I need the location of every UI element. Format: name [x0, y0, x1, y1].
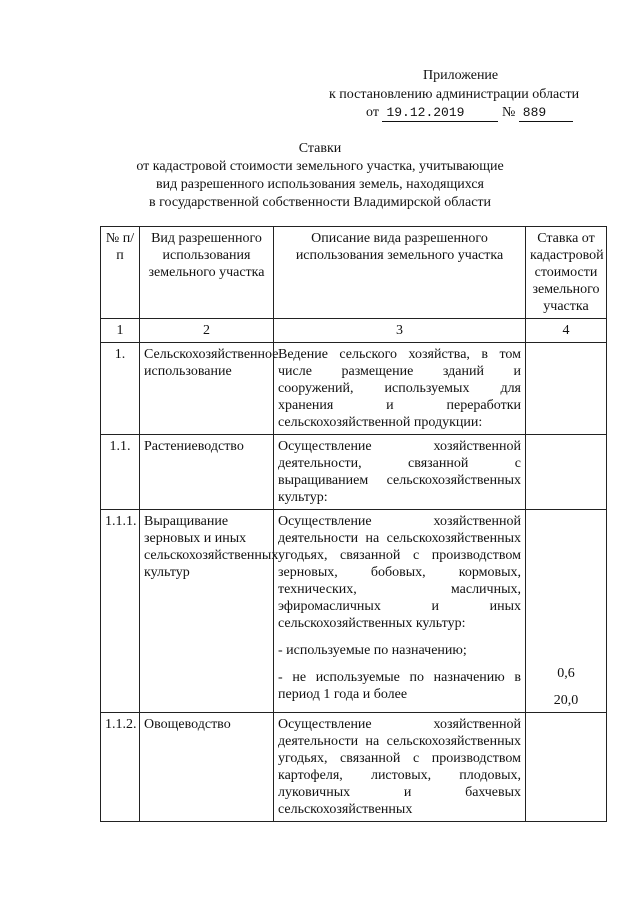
resolution-date: 19.12.2019	[382, 105, 498, 122]
row-use-kind: Овощеводство	[140, 713, 274, 822]
rates-table	[100, 226, 607, 822]
index-1: 1	[101, 319, 140, 343]
table-row	[101, 343, 607, 435]
rate-unused: 20,0	[553, 693, 579, 708]
table-row	[101, 713, 607, 822]
row-rate	[526, 713, 607, 822]
sub-item-unused: - не используемые по назначению в период 1 года и более	[278, 670, 521, 702]
row-rate	[526, 510, 607, 713]
header-number: № п/п	[101, 227, 140, 319]
header-rate: Ставка от кадастровой стоимости земельного участка	[526, 227, 607, 319]
number-prefix: №	[501, 105, 516, 120]
row-description-text: Осуществление хозяйственной деятельности на сельскохозяйственных угодьях, связанной с производством зерновых, бобовых, кормовых, технических, масличных, эфиромасличных и иных сельскохозяйственных культур:	[278, 514, 521, 631]
table-header-row	[101, 227, 607, 319]
index-4: 4	[526, 319, 607, 343]
row-number: 1.1.1.	[101, 510, 140, 713]
row-description: Осуществление хозяйственной деятельности, связанной с выращиванием сельскохозяйственных культур:	[274, 435, 526, 510]
row-use-kind: Выращивание зерновых и иных сельскохозяйственных культур	[140, 510, 274, 713]
row-use-kind: Растениеводство	[140, 435, 274, 510]
row-rate	[526, 343, 607, 435]
heading-line-3: вид разрешенного использования земель, находящихся	[156, 177, 484, 192]
header-description: Описание вида разрешенного использования земельного участка	[274, 227, 526, 319]
row-number: 1.1.	[101, 435, 140, 510]
row-number: 1.	[101, 343, 140, 435]
index-3: 3	[274, 319, 526, 343]
table-row	[101, 510, 607, 713]
row-rate	[526, 435, 607, 510]
document-heading	[120, 140, 520, 212]
rate-used: 0,6	[557, 666, 575, 681]
table-index-row	[101, 319, 607, 343]
appendix-reference: к постановлению администрации области	[329, 87, 580, 102]
heading-line-2: от кадастровой стоимости земельного участка, учитывающие	[136, 159, 504, 174]
sub-item-used: - используемые по назначению;	[278, 643, 467, 658]
date-prefix: от	[366, 105, 379, 120]
table-row	[101, 435, 607, 510]
row-description: Ведение сельского хозяйства, в том числе размещение зданий и сооружений, используемых для хранения и переработки сельскохозяйственной продукции:	[274, 343, 526, 435]
appendix-title: Приложение	[423, 68, 499, 83]
heading-title: Ставки	[298, 141, 342, 156]
header-use-kind: Вид разрешенного использования земельного участка	[140, 227, 274, 319]
index-2: 2	[140, 319, 274, 343]
resolution-number: 889	[519, 105, 573, 122]
row-number: 1.1.2.	[101, 713, 140, 822]
row-description: Осуществление хозяйственной деятельности на сельскохозяйственных угодьях, связанной с производством картофеля, листовых, плодовых, луковичных и бахчевых сельскохозяйственных	[274, 713, 526, 822]
row-description	[274, 510, 526, 713]
heading-line-4: в государственной собственности Владимирской области	[148, 195, 492, 210]
appendix-date-number	[366, 103, 573, 122]
row-use-kind: Сельскохозяйственное использование	[140, 343, 274, 435]
